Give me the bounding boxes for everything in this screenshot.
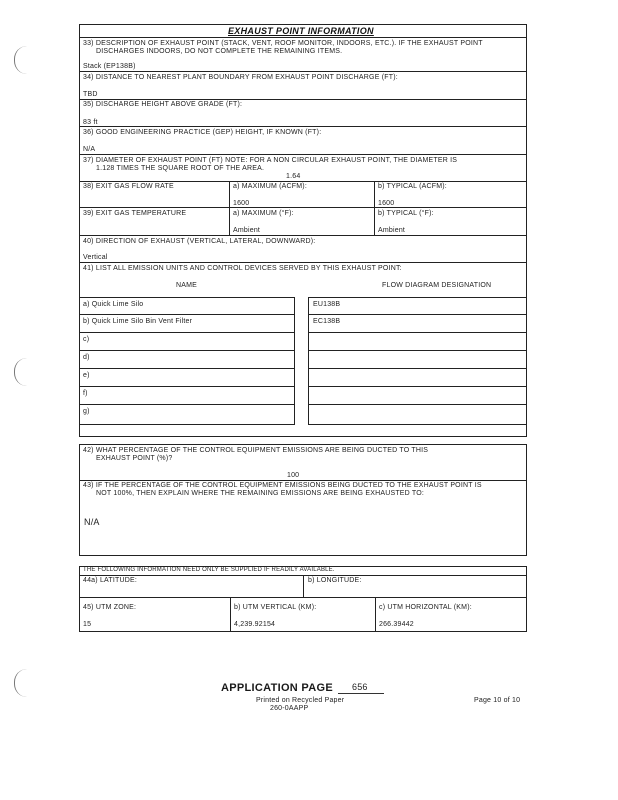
table-row: d) bbox=[83, 354, 90, 361]
longitude-label: b) LONGITUDE: bbox=[308, 577, 362, 584]
table-row: EC138B bbox=[313, 318, 341, 325]
q39-typ-label: b) TYPICAL (°F): bbox=[378, 210, 434, 217]
q33-value: Stack (EP138B) bbox=[83, 63, 136, 70]
q38-max-value: 1600 bbox=[233, 200, 250, 207]
binder-hole bbox=[14, 669, 27, 697]
q38-typ-value: 1600 bbox=[378, 200, 395, 207]
utm-vertical-value: 4,239.92154 bbox=[234, 621, 276, 628]
table-row: g) bbox=[83, 408, 90, 415]
utm-horizontal-value: 266.39442 bbox=[379, 621, 414, 628]
q42-label-2: EXHAUST POINT (%)? bbox=[96, 455, 173, 462]
q38-max-label: a) MAXIMUM (ACFM): bbox=[233, 183, 307, 190]
q42-value: 100 bbox=[287, 472, 300, 479]
table-row: f) bbox=[83, 390, 88, 397]
utm-horizontal-label: c) UTM HORIZONTAL (KM): bbox=[379, 604, 472, 611]
q36-label: 36) GOOD ENGINEERING PRACTICE (GEP) HEIGHT, IF KNOWN (FT): bbox=[83, 129, 322, 136]
binder-hole bbox=[14, 358, 27, 386]
q43-label: 43) IF THE PERCENTAGE OF THE CONTROL EQUIPMENT EMISSIONS BEING DUCTED TO THE EXHAUST POINT IS bbox=[83, 482, 482, 489]
q37-label-2: 1.128 TIMES THE SQUARE ROOT OF THE AREA. bbox=[96, 165, 265, 172]
form-title: EXHAUST POINT INFORMATION bbox=[228, 26, 374, 36]
utm-vertical-label: b) UTM VERTICAL (KM): bbox=[234, 604, 317, 611]
q42-label: 42) WHAT PERCENTAGE OF THE CONTROL EQUIPMENT EMISSIONS ARE BEING DUCTED TO THIS bbox=[83, 447, 429, 454]
location-note: THE FOLLOWING INFORMATION NEED ONLY BE SUPPLIED IF READILY AVAILABLE. bbox=[83, 567, 335, 573]
application-page-label: APPLICATION PAGE bbox=[221, 682, 333, 694]
q38-label: 38) EXIT GAS FLOW RATE bbox=[83, 183, 174, 190]
table-row: b) Quick Lime Silo Bin Vent Filter bbox=[83, 318, 193, 325]
q34-value: TBD bbox=[83, 91, 98, 98]
q41-col-name: NAME bbox=[176, 282, 198, 289]
q40-value: Vertical bbox=[83, 254, 108, 261]
table-row: e) bbox=[83, 372, 90, 379]
q35-value: 83 ft bbox=[83, 119, 98, 126]
page-number: Page 10 of 10 bbox=[474, 697, 521, 704]
q39-max-value: Ambient bbox=[233, 227, 261, 234]
table-row: EU138B bbox=[313, 301, 341, 308]
utm-zone-value: 15 bbox=[83, 621, 92, 628]
table-row: c) bbox=[83, 336, 90, 343]
q39-typ-value: Ambient bbox=[378, 227, 406, 234]
q41-label: 41) LIST ALL EMISSION UNITS AND CONTROL DEVICES SERVED BY THIS EXHAUST POINT: bbox=[83, 265, 402, 272]
binder-hole bbox=[14, 46, 27, 74]
table-row: a) Quick Lime Silo bbox=[83, 301, 144, 308]
q41-col-flow: FLOW DIAGRAM DESIGNATION bbox=[382, 282, 492, 289]
form-code: 260-0AAPP bbox=[270, 705, 309, 712]
q33-label-2: DISCHARGES INDOORS, DO NOT COMPLETE THE REMAINING ITEMS. bbox=[96, 48, 343, 55]
utm-zone-label: 45) UTM ZONE: bbox=[83, 604, 137, 611]
q36-value: N/A bbox=[83, 146, 96, 153]
q34-label: 34) DISTANCE TO NEAREST PLANT BOUNDARY FROM EXHAUST POINT DISCHARGE (FT): bbox=[83, 74, 398, 81]
q33-label: 33) DESCRIPTION OF EXHAUST POINT (STACK, VENT, ROOF MONITOR, INDOORS, ETC.). IF THE EXHAUST POINT bbox=[83, 40, 483, 47]
q43-label-2: NOT 100%, THEN EXPLAIN WHERE THE REMAINING EMISSIONS ARE BEING EXHAUSTED TO: bbox=[96, 490, 425, 497]
q38-typ-label: b) TYPICAL (ACFM): bbox=[378, 183, 447, 190]
q39-max-label: a) MAXIMUM (°F): bbox=[233, 210, 294, 217]
latitude-label: 44a) LATITUDE: bbox=[83, 577, 138, 584]
q37-value: 1.64 bbox=[286, 173, 301, 180]
emission-units-flow-table bbox=[308, 297, 527, 425]
q37-label: 37) DIAMETER OF EXHAUST POINT (FT) NOTE: FOR A NON CIRCULAR EXHAUST POINT, THE DIAMETER IS bbox=[83, 157, 458, 164]
application-page-number: 656 bbox=[352, 682, 368, 692]
q40-label: 40) DIRECTION OF EXHAUST (VERTICAL, LATERAL, DOWNWARD): bbox=[83, 238, 316, 245]
q43-value: N/A bbox=[84, 517, 100, 527]
recycled-paper-note: Printed on Recycled Paper bbox=[256, 697, 345, 704]
emission-units-name-table bbox=[79, 297, 295, 425]
q39-label: 39) EXIT GAS TEMPERATURE bbox=[83, 210, 187, 217]
q35-label: 35) DISCHARGE HEIGHT ABOVE GRADE (FT): bbox=[83, 101, 243, 108]
